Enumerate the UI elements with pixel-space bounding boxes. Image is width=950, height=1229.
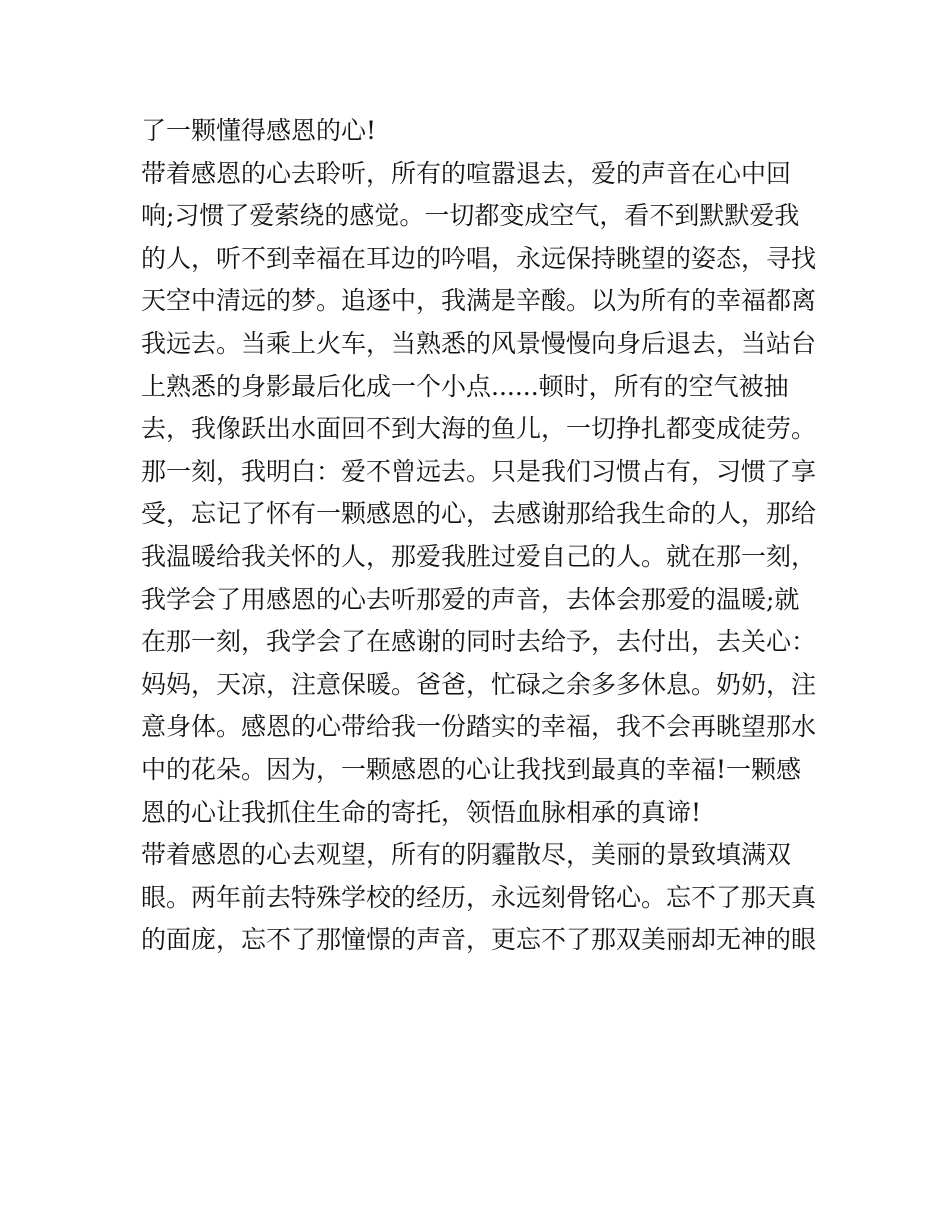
text-line: 受，忘记了怀有一颗感恩的心，去感谢那给我生命的人，那给 [141, 499, 817, 529]
text-line: 上熟悉的身影最后化成一个小点......顿时，所有的空气被抽 [141, 371, 789, 401]
text-line: 眼。两年前去特殊学校的经历，永远刻骨铭心。忘不了那天真 [141, 882, 817, 912]
text-line: 去，我像跃出水面回不到大海的鱼儿，一切挣扎都变成徒劳。 [141, 414, 817, 444]
text-line: 天空中清远的梦。追逐中，我满是辛酸。以为所有的幸福都离 [141, 286, 817, 316]
text-line: 妈妈，天凉，注意保暖。爸爸，忙碌之余多多休息。奶奶，注 [141, 669, 817, 699]
text-line: 带着感恩的心去聆听，所有的喧嚣退去，爱的声音在心中回 [141, 158, 792, 188]
text-line: 那一刻，我明白：爱不曾远去。只是我们习惯占有，习惯了享 [141, 456, 817, 486]
text-line: 我学会了用感恩的心去听那爱的声音，去体会那爱的温暖;就 [141, 584, 800, 614]
text-line: 响;习惯了爱萦绕的感觉。一切都变成空气，看不到默默爱我 [141, 201, 800, 231]
text-line: 了一颗懂得感恩的心! [141, 116, 377, 145]
text-line: 恩的心让我抓住生命的寄托，领悟血脉相承的真谛! [141, 797, 702, 827]
text-line: 我远去。当乘上火车，当熟悉的风景慢慢向身后退去，当站台 [141, 328, 817, 358]
text-line: 中的花朵。因为，一颗感恩的心让我找到最真的幸福!一颗感 [141, 754, 802, 784]
text-line: 的人，听不到幸福在耳边的吟唱，永远保持眺望的姿态，寻找 [141, 243, 817, 273]
text-line: 意身体。感恩的心带给我一份踏实的幸福，我不会再眺望那水 [141, 712, 817, 742]
text-line: 带着感恩的心去观望，所有的阴霾散尽，美丽的景致填满双 [141, 840, 792, 870]
text-line: 的面庞，忘不了那憧憬的声音，更忘不了那双美丽却无神的眼 [141, 925, 817, 955]
text-line: 在那一刻，我学会了在感谢的同时去给予，去付出，去关心： [141, 627, 817, 657]
text-line: 我温暖给我关怀的人，那爱我胜过爱自己的人。就在那一刻， [141, 541, 817, 571]
body-text [141, 110, 821, 962]
